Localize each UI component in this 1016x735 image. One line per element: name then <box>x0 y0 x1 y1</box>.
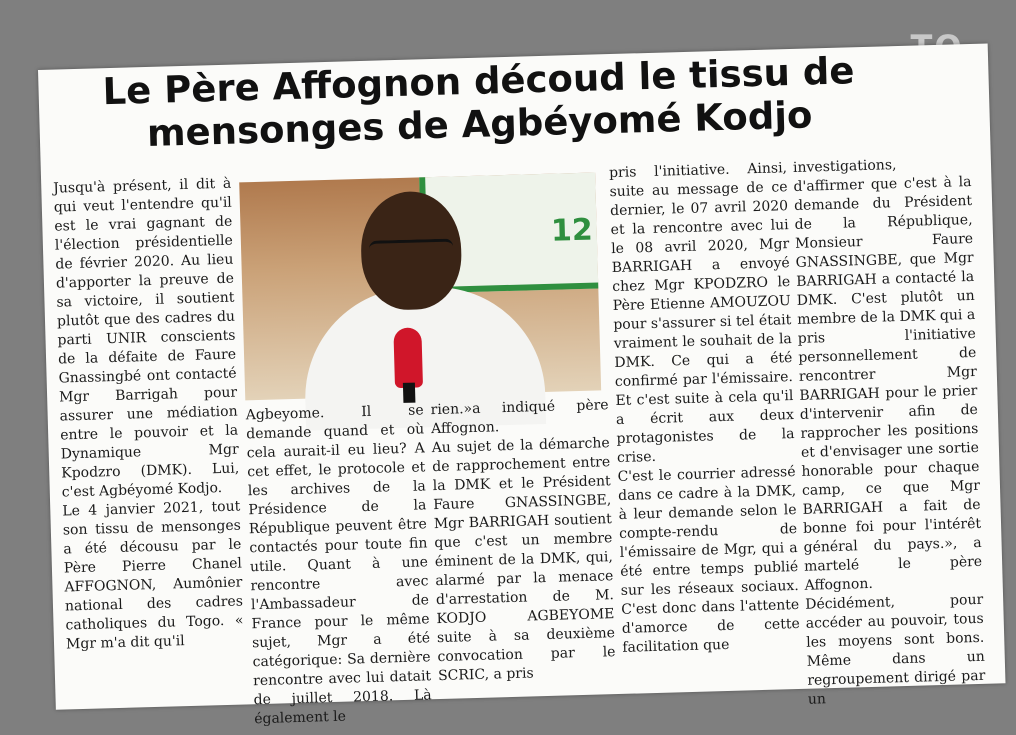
microphone-icon <box>393 327 423 388</box>
paragraph: Le 4 janvier 2021, tout son tissu de mensonges a été décousu par le Père Pierre Chanel AFFOGNON, Aumônier national des cadres catholiques du Togo. « Mgr m'a dit qu'il <box>62 498 244 653</box>
paragraph: Agbeyome. Il se demande quand et où cela aurait-il eu lieu? A cet effet, le protocole et les archives de la Présidence de la République peuvent être contactés pour toute fin utile. Quant à une rencontre avec l'Ambassadeur de France pour le même sujet, Mgr a été catégorique: Sa dernière rencontre avec lui datait de juillet 2018. Là également le <box>245 402 432 728</box>
paragraph: Décidément, pour accéder au pouvoir, tous les moyens sont bons. Même dans un regroupement dirigé par un <box>805 591 986 708</box>
paragraph: rien.»a indiqué père Affognon. <box>430 397 609 438</box>
article-column-1 <box>53 175 244 655</box>
article-photo <box>239 172 601 400</box>
article-column-2 <box>245 401 432 729</box>
paragraph: investigations, d'affirmer que c'est à la demande du Président de la République, Monsieur Faure GNASSINGBE, que Mgr BARRIGAH a contacté la DMK. C'est plutôt un membre de la DMK qui a pris l'initiative personnellement de rencontrer Mgr BARRIGAH pour le prier d'intervenir afin de rapprocher les positions et d'envisager une sortie honorable pour chaque camp, ce que Mgr BARRIGAH a fait de bonne foi pour l'intérêt général du pays.», a martelé le père Affognon. <box>792 157 983 594</box>
paragraph: C'est le courrier adressé dans ce cadre à la DMK, à leur demande selon le compte-rendu de l'émissaire de Mgr, qui a été entre temps publié sur les réseaux sociaux. C'est donc dans l'attente d'amorce de cette facilitation que <box>617 464 800 656</box>
article-column-5 <box>793 154 986 710</box>
banner-text: 12 <box>550 212 594 249</box>
microphone-stand <box>403 383 416 403</box>
article-column-3 <box>430 396 616 686</box>
article-column-4 <box>609 159 801 658</box>
paragraph: Jusqu'à présent, il dit à qui veut l'entendre qu'il est le vrai gagnant de l'élection présidentielle de février 2020. Au lieu d'apporter la preuve de sa victoire, il soutient plutôt que des cadres du parti UNIR conscients de la défaite de Faure Gnassingbé ont contacté Mgr Barrigah pour assurer une médiation entre le pouvoir et la Dynamique Mgr Kpodzro (DMK). Lui, c'est Agbéyomé Kodjo. <box>53 175 240 501</box>
paragraph: Au sujet de la démarche de rapprochement entre la DMK et le Président Faure GNASSINGBE, Mgr BARRIGAH soutient que c'est un membre éminent de la DMK, qui, alarmé par la menace d'arrestation de M. KODJO AGBEYOME suite à sa deuxième convocation par le SCRIC, a pris <box>431 435 616 685</box>
newspaper-clipping <box>38 43 1005 728</box>
paragraph: pris l'initiative. Ainsi, suite au message de ce dernier, le 07 avril 2020 et la rencontre avec lui le 08 avril 2020, Mgr BARRIGAH a envoyé chez Mgr KPODZRO le Père Etienne AMOUZOU pour s'assurer si tel était vraiment le souhait de la DMK. Ce qui a été confirmé par l'émissaire. Et c'est suite à cela qu'il a écrit aux deux protagonistes de la crise. <box>608 160 795 466</box>
article-headline: Le Père Affognon découd le tissu de mensonges de Agbéyomé Kodjo <box>102 49 855 155</box>
glasses-icon <box>369 238 454 261</box>
